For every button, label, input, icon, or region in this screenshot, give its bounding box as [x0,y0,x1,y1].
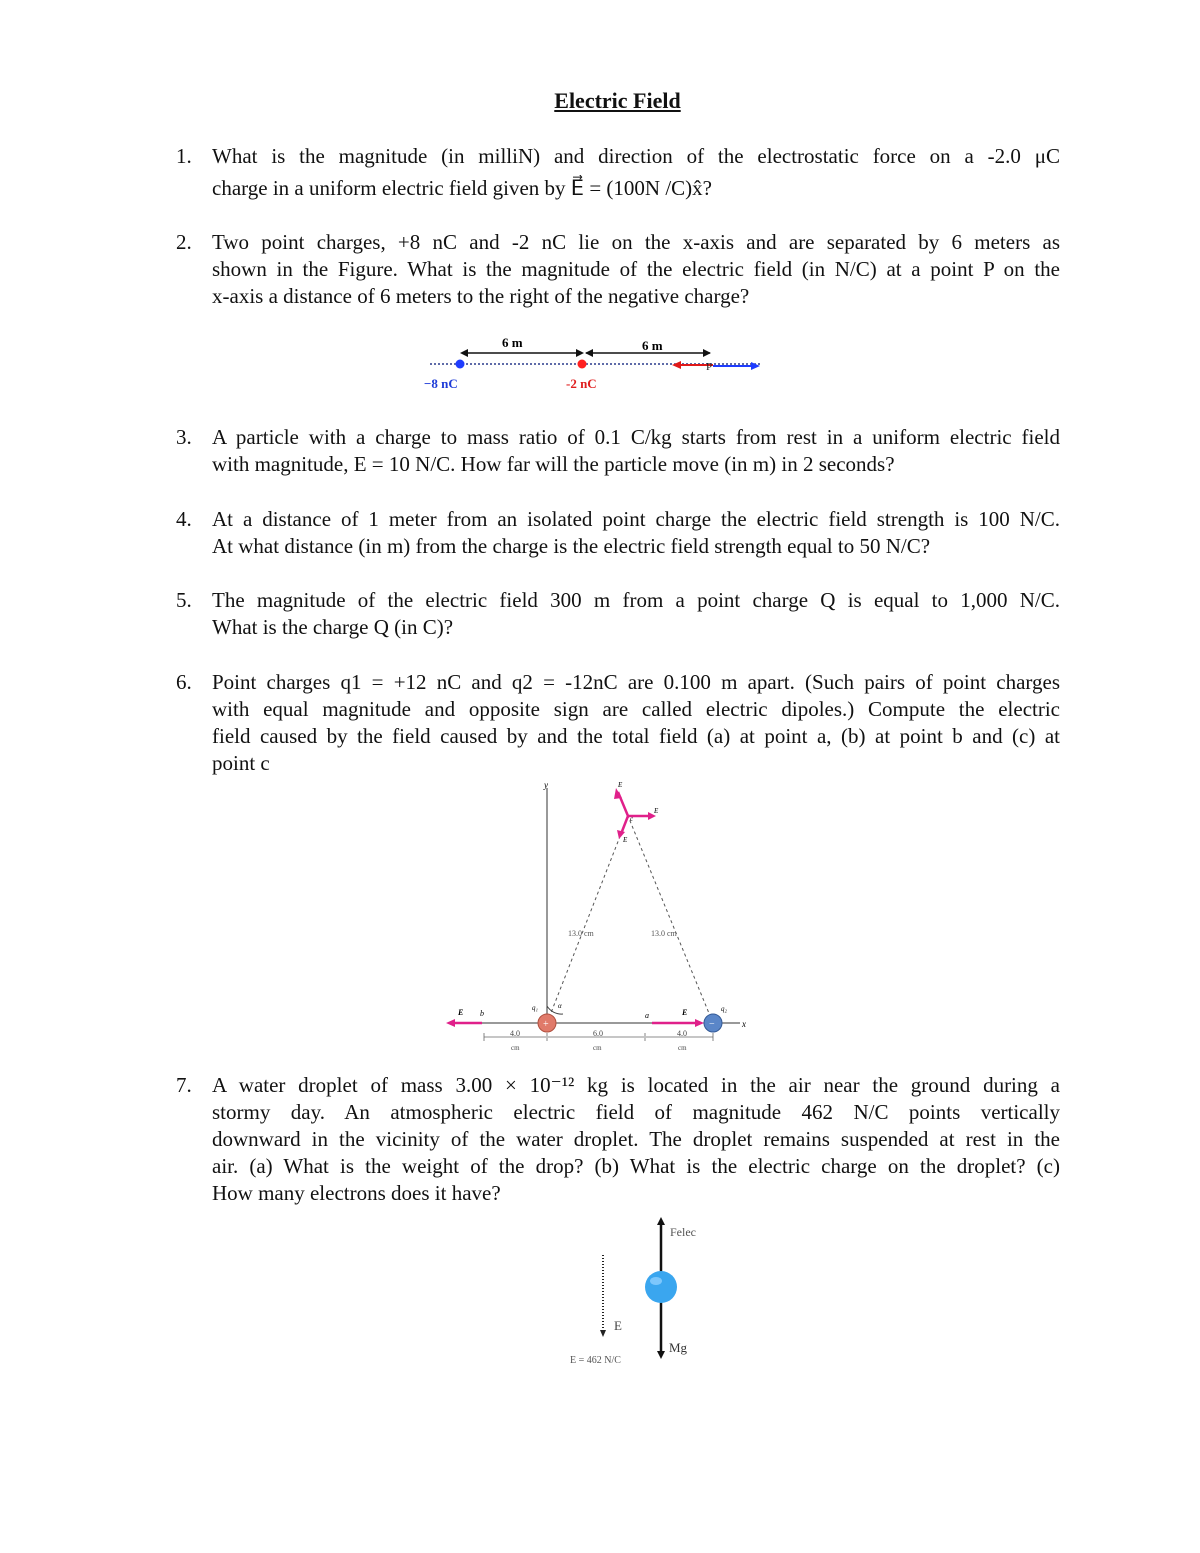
vector-label-Ec1: E [618,781,623,789]
point-c-label: c [630,815,634,823]
arrowhead [703,349,711,357]
field-label: E [614,1318,622,1333]
question-text-line: At what distance (in m) from the charge is the electric field strength equal to 50 N/C? [212,534,931,558]
arrowhead [614,788,622,799]
dimension-unit-2: cm [593,1044,602,1052]
charge-sign-plus: + [543,1019,549,1030]
arrowhead [460,349,468,357]
arrowhead [751,362,760,370]
question-text-line: What is the magnitude (in milliN) and direction of the electrostatic force on a -2.0 μC [212,144,1060,168]
dimension-value-3: 4.0 [677,1029,687,1038]
vector-label-Eb: E [458,1008,464,1017]
question-number: 7. [176,1073,192,1097]
question-text-line: shown in the Figure. What is the magnitude of the electric field (in N/C) at a point P on the [212,257,1060,281]
dimension-unit-3: cm [678,1044,687,1052]
arrowhead [585,349,593,357]
question-5 [176,587,1060,641]
question-text-line: with magnitude, E = 10 N/C. How far will the particle move (in m) in 2 seconds? [212,452,895,476]
question-text-line: How many electrons does it have? [212,1181,501,1205]
arrowhead [600,1330,606,1337]
arrowhead [576,349,584,357]
charge-negative-8 [456,360,465,369]
question-number: 2. [176,230,192,254]
page-title: Electric Field [554,88,681,113]
dimension-unit-1: cm [511,1044,520,1052]
force-elec-label: Felec [670,1225,696,1239]
question-4 [176,506,1060,560]
question-text-line: point c [212,751,270,775]
droplet-highlight [650,1277,662,1285]
question-text-line: x-axis a distance of 6 meters to the right of the negative charge? [212,284,750,308]
charge-sign-minus: − [709,1019,715,1030]
dimension-value-1: 4.0 [510,1029,520,1038]
question-text-line: field caused by the field caused by and the total field (a) at point a, (b) at point b and (c) at [212,724,1060,748]
droplet-figure [560,1215,710,1375]
angle-label: α [558,1002,562,1010]
question-number: 3. [176,425,192,449]
weight-label: Mg [669,1340,688,1355]
point-label: P [706,361,713,373]
question-number: 1. [176,144,192,168]
charge-label-q1: q₁ [532,1004,538,1012]
arrowhead [695,1019,704,1027]
question-number: 5. [176,588,192,612]
charge-label-2: -2 nC [566,376,597,391]
arrowhead [446,1019,455,1027]
question-text-line: with equal magnitude and opposite sign are called electric dipoles.) Compute the electric [212,697,1060,721]
water-droplet [645,1271,677,1303]
arrowhead [657,1217,665,1225]
question-text-line: A water droplet of mass 3.00 × 10⁻¹² kg is located in the air near the ground during a [212,1073,1060,1097]
question-1 [176,143,1060,202]
point-a-label: a [645,1011,649,1020]
dipole-figure [440,778,755,1053]
charge-label-1: −8 nC [424,376,458,391]
side-length-label-left: 13.0 cm [568,929,594,938]
vector-label-Ec: E [654,807,659,815]
arrowhead [657,1351,665,1359]
question-2 [176,229,1060,310]
distance-label-1: 6 m [502,335,523,350]
question-6 [176,669,1060,777]
field-magnitude-label: E = 462 N/C [570,1355,621,1366]
dimension-value-2: 6.0 [593,1029,603,1038]
side-length-label-right: 13.0 cm [651,929,677,938]
question-7 [176,1072,1060,1207]
question-text-line: A particle with a charge to mass ratio of 0.1 C/kg starts from rest in a uniform electric field [212,425,1060,449]
y-axis-label: y [544,780,548,790]
vector-label-Ea: E [682,1008,688,1017]
charge-negative-2 [578,360,587,369]
triangle-side-left [547,816,628,1023]
two-charges-figure [420,330,770,395]
question-text-line: stormy day. An atmospheric electric field of magnitude 462 N/C points vertically [212,1100,1060,1124]
question-text-line: Two point charges, +8 nC and -2 nC lie on the x-axis and are separated by 6 meters as [212,230,1060,254]
distance-label-2: 6 m [642,338,663,353]
question-text-line: air. (a) What is the weight of the drop? (b) What is the electric charge on the droplet? (c) [212,1154,1060,1178]
question-3 [176,424,1060,478]
triangle-side-right [628,816,713,1023]
question-text-line: At a distance of 1 meter from an isolated point charge the electric field strength is 100 N/C. [212,507,1060,531]
question-number: 6. [176,670,192,694]
question-text-line: downward in the vicinity of the water droplet. The droplet remains suspended at rest in the [212,1127,1060,1151]
point-b-label: b [480,1009,484,1018]
x-axis-label: x [742,1019,746,1029]
question-text-line: charge in a uniform electric field given by E⃗ = (100N /C)x̂? [212,176,712,200]
question-number: 4. [176,507,192,531]
question-text-line: The magnitude of the electric field 300 m from a point charge Q is equal to 1,000 N/C. [212,588,1060,612]
question-text-line: Point charges q1 = +12 nC and q2 = -12nC are 0.100 m apart. (Such pairs of point charges [212,670,1060,694]
arrowhead [672,361,681,369]
question-text-line: What is the charge Q (in C)? [212,615,454,639]
charge-label-q2: q₂ [721,1005,727,1013]
vector-label-Ec2: E [623,836,628,844]
